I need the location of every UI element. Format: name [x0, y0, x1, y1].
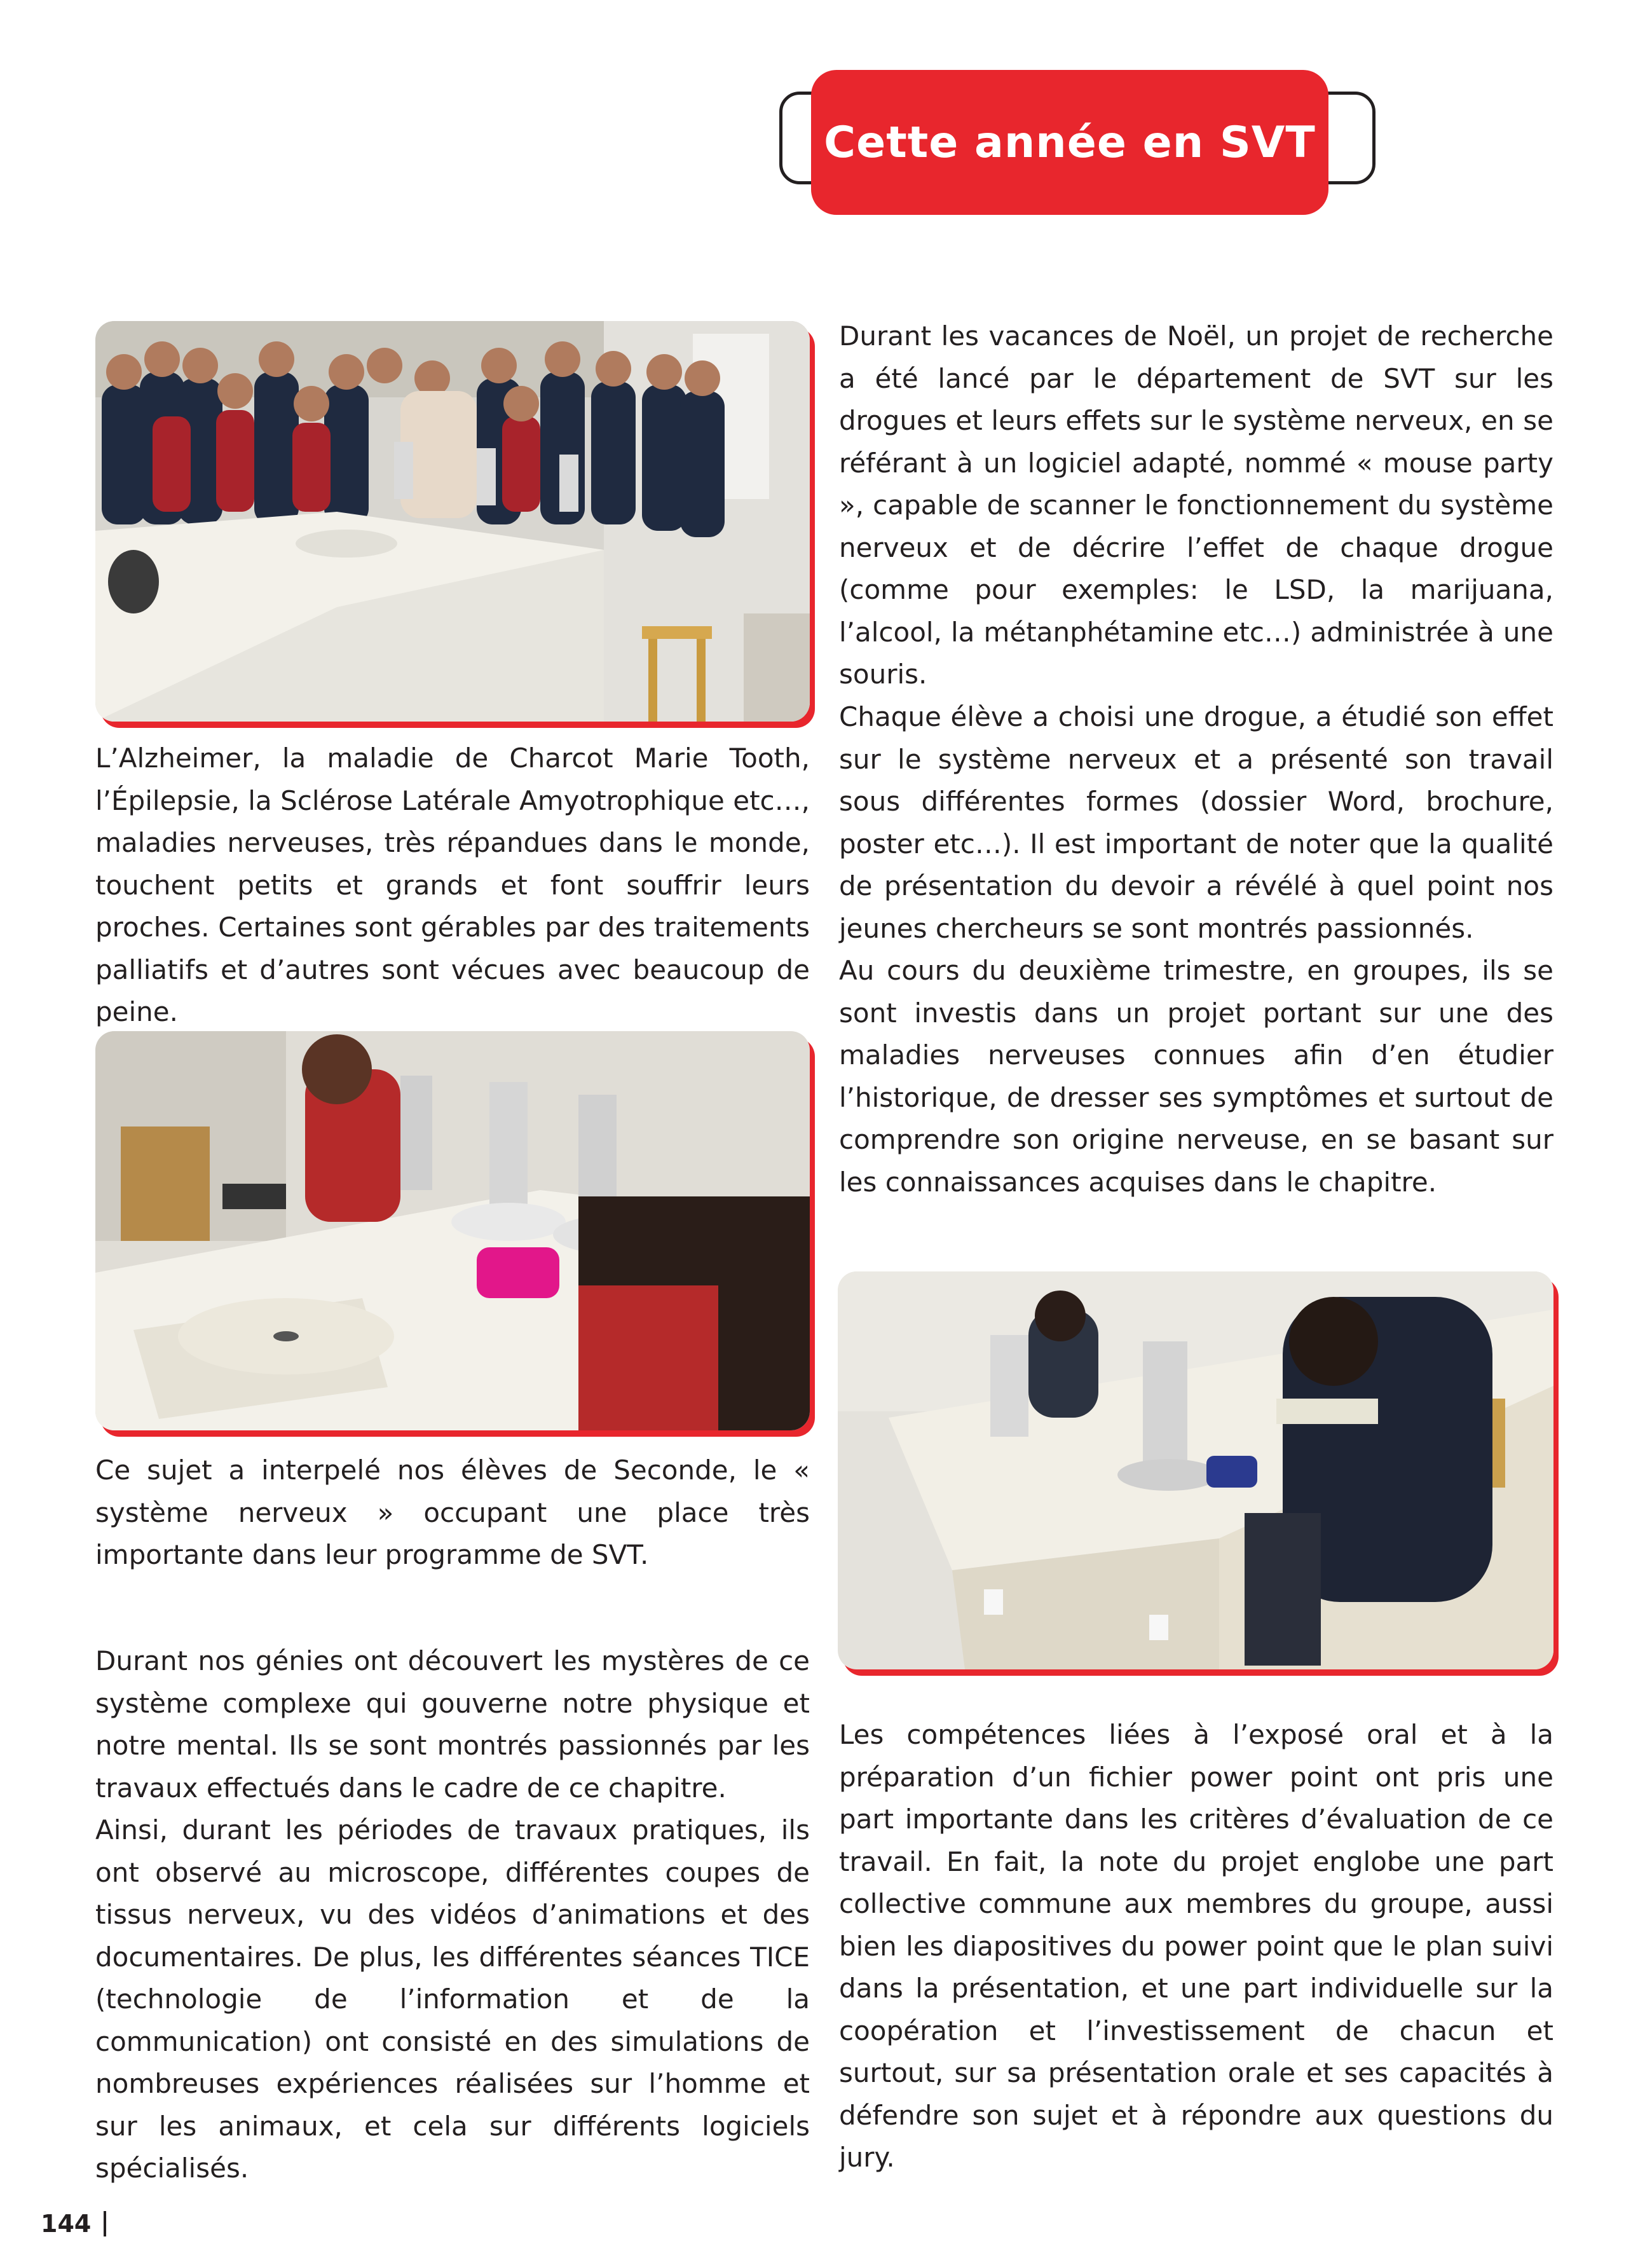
right-paragraph-4: Les compétences liées à l’exposé oral et à la préparation d’un fichier power point ont pris une part importante dans les critères d’évaluation de ce travail. En fait, la note du projet englobe une part collective commune aux membres du groupe, aussi bien les diapositives du power point que le plan suivi dans la présentation, et une part individuelle sur la coopération et l’investissement de chacun et surtout, sur sa présentation orale et ses capacités à défendre son sujet et à répondre aux questions du jury.: [839, 1719, 1553, 2173]
page-title: Cette année en SVT: [824, 117, 1316, 168]
photo-students-microscope-icon: [838, 1271, 1553, 1669]
microscope-girls-photo-frame: [95, 1031, 810, 1430]
microscope-girls-photo: [95, 1031, 810, 1430]
group-photo: [95, 321, 810, 722]
left-paragraph-1: L’Alzheimer, la maladie de Charcot Marie Tooth, l’Épilepsie, la Sclérose Latérale Amyotrophique etc…, maladies nerveuses, très répandues dans le monde, touchent petits et grands et font souffrir leurs proches. Certaines sont gérables par des traitements palliatifs et d’autres sont vécues avec beaucoup de peine.: [95, 743, 810, 1027]
photo-students-microscope-icon: [95, 1031, 810, 1430]
left-paragraph-4: Ainsi, durant les périodes de travaux pratiques, ils ont observé au microscope, différentes coupes de tissus nerveux, vu des vidéos d’animations et des documentaires. De plus, les différentes séances TICE (technologie de l’information et de la communication) ont consisté en des simulations de nombreuses expériences réalisées sur l’homme et sur les animaux, et cela sur différents logiciels spécialisés.: [95, 1814, 810, 2184]
group-photo-frame: [95, 321, 810, 722]
group-photo-students-lab-icon: [95, 321, 810, 722]
left-paragraph-2: Ce sujet a interpelé nos élèves de Seconde, le « système nerveux » occupant une place très importante dans leur programme de SVT.: [95, 1455, 810, 1570]
microscope-boys-photo: [838, 1271, 1553, 1669]
right-paragraph-2: Chaque élève a choisi une drogue, a étudié son effet sur le système nerveux et a présenté son travail sous différentes formes (dossier Word, brochure, poster etc…). Il est important de noter que la qualité de présentation du devoir a révélé à quel point nos jeunes chercheurs se sont montrés passionnés.: [839, 701, 1553, 944]
microscope-boys-photo-frame: [838, 1271, 1553, 1669]
left-paragraph-3: Durant nos génies ont découvert les mystères de ce système complexe qui gouverne notre physique et notre mental. Ils se sont montrés passionnés par les travaux effectués dans le cadre de ce chapitre.: [95, 1645, 810, 1804]
page-number-divider: [104, 2211, 106, 2236]
page-number: 144: [41, 2210, 92, 2238]
right-paragraph-3: Au cours du deuxième trimestre, en groupes, ils se sont investis dans un projet portant sur une des maladies nerveuses connues afin d’en étudier l’historique, de dresser ses symptômes et surtout de comprendre son origine nerveuse, en se basant sur les connaissances acquises dans le chapitre.: [839, 955, 1553, 1198]
title-banner: [811, 70, 1328, 215]
right-paragraph-1: Durant les vacances de Noël, un projet de recherche a été lancé par le département de SVT sur les drogues et leurs effets sur le système nerveux, en se référant à un logiciel adapté, nommé « mouse party », capable de scanner le fonctionnement du système nerveux et de décrire l’effet de chaque drogue (comme pour exemples: le LSD, la marijuana, l’alcool, la métanphétamine etc…) administrée à une souris.: [839, 320, 1553, 690]
